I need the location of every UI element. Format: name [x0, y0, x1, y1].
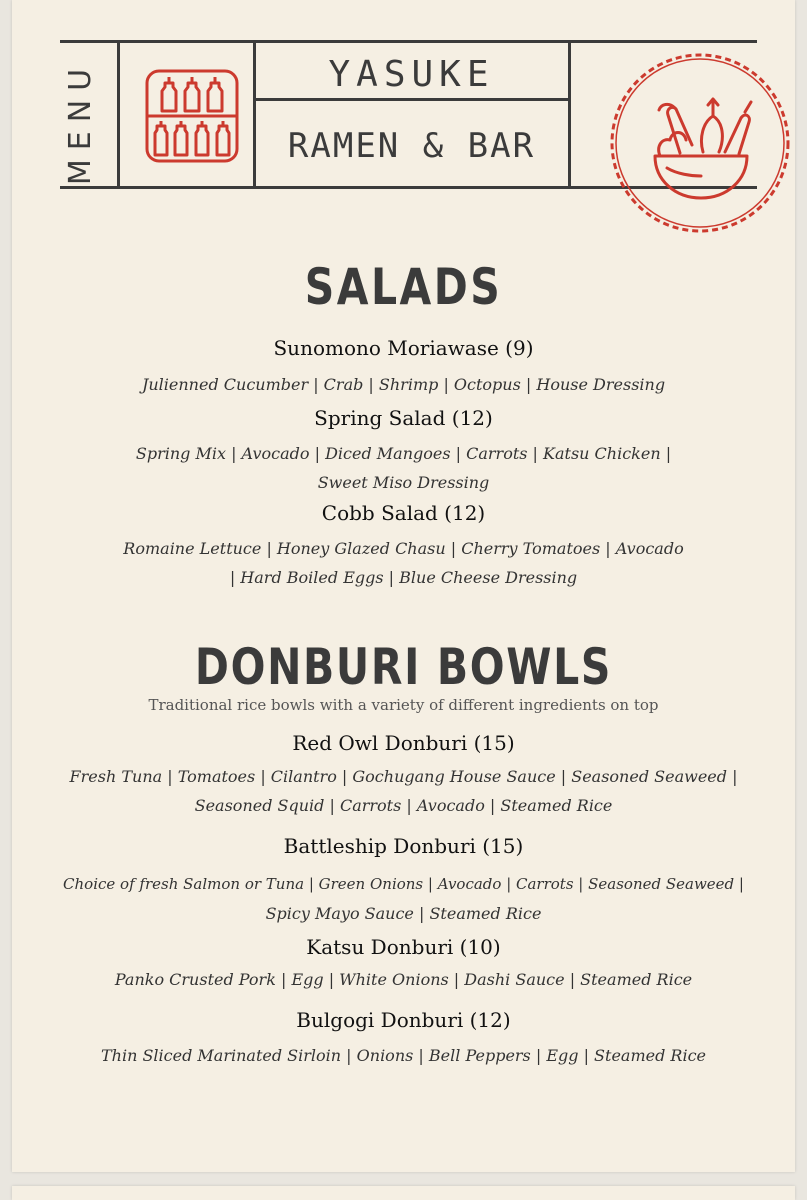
- menu-item-description: Julienned Cucumber | Crab | Shrimp | Octopus | House Dressing: [141, 375, 666, 394]
- menu-item-description-cont: Seasoned Squid | Carrots | Avocado | Steamed Rice: [194, 796, 613, 815]
- menu-item-description-cont: Spicy Mayo Sauce | Steamed Rice: [265, 904, 542, 923]
- salad-bowl-stamp-icon: [605, 48, 795, 238]
- menu-item-name: Red Owl Donburi (15): [292, 731, 515, 755]
- menu-item-name: Sunomono Moriawase (9): [273, 336, 534, 360]
- menu-item-description: Romaine Lettuce | Honey Glazed Chasu | Cherry Tomatoes | Avocado: [123, 539, 684, 558]
- brand-tagline: RAMEN & BAR: [287, 126, 536, 166]
- next-page-edge: [12, 1186, 795, 1200]
- menu-item-name: Battleship Donburi (15): [283, 834, 524, 858]
- wine-bottles-icon: [145, 69, 239, 163]
- menu-item-name: Katsu Donburi (10): [306, 935, 501, 959]
- menu-header: [12, 0, 795, 240]
- menu-item-description-cont: | Hard Boiled Eggs | Blue Cheese Dressing: [229, 568, 578, 587]
- donburi-section-title: DONBURI BOWLS: [194, 638, 613, 696]
- menu-item-name: Cobb Salad (12): [321, 501, 486, 525]
- menu-item-description: Panko Crusted Pork | Egg | White Onions | Dashi Sauce | Steamed Rice: [114, 970, 693, 989]
- header-middle-rule: [255, 98, 568, 101]
- menu-item-description-cont: Sweet Miso Dressing: [317, 473, 490, 492]
- menu-item-description: Fresh Tuna | Tomatoes | Cilantro | Gochugang House Sauce | Seasoned Seaweed |: [69, 767, 738, 786]
- menu-item-description: Choice of fresh Salmon or Tuna | Green Onions | Avocado | Carrots | Seasoned Seaweed |: [63, 875, 744, 893]
- salads-section-title: SALADS: [304, 258, 503, 316]
- header-divider-3: [568, 40, 571, 189]
- menu-side-label: [62, 59, 100, 186]
- brand-name: YASUKE: [328, 54, 495, 95]
- menu-item-name: Bulgogi Donburi (12): [296, 1008, 511, 1032]
- header-top-rule: [60, 40, 757, 43]
- menu-item-description: Spring Mix | Avocado | Diced Mangoes | Carrots | Katsu Chicken |: [135, 444, 672, 463]
- header-divider-1: [117, 40, 120, 189]
- donburi-subtitle: Traditional rice bowls with a variety of different ingredients on top: [148, 696, 659, 714]
- menu-side-label-text: MENU: [63, 59, 99, 186]
- menu-page: [12, 0, 795, 1172]
- menu-item-description: Thin Sliced Marinated Sirloin | Onions | Bell Peppers | Egg | Steamed Rice: [100, 1046, 707, 1065]
- menu-item-name: Spring Salad (12): [314, 406, 493, 430]
